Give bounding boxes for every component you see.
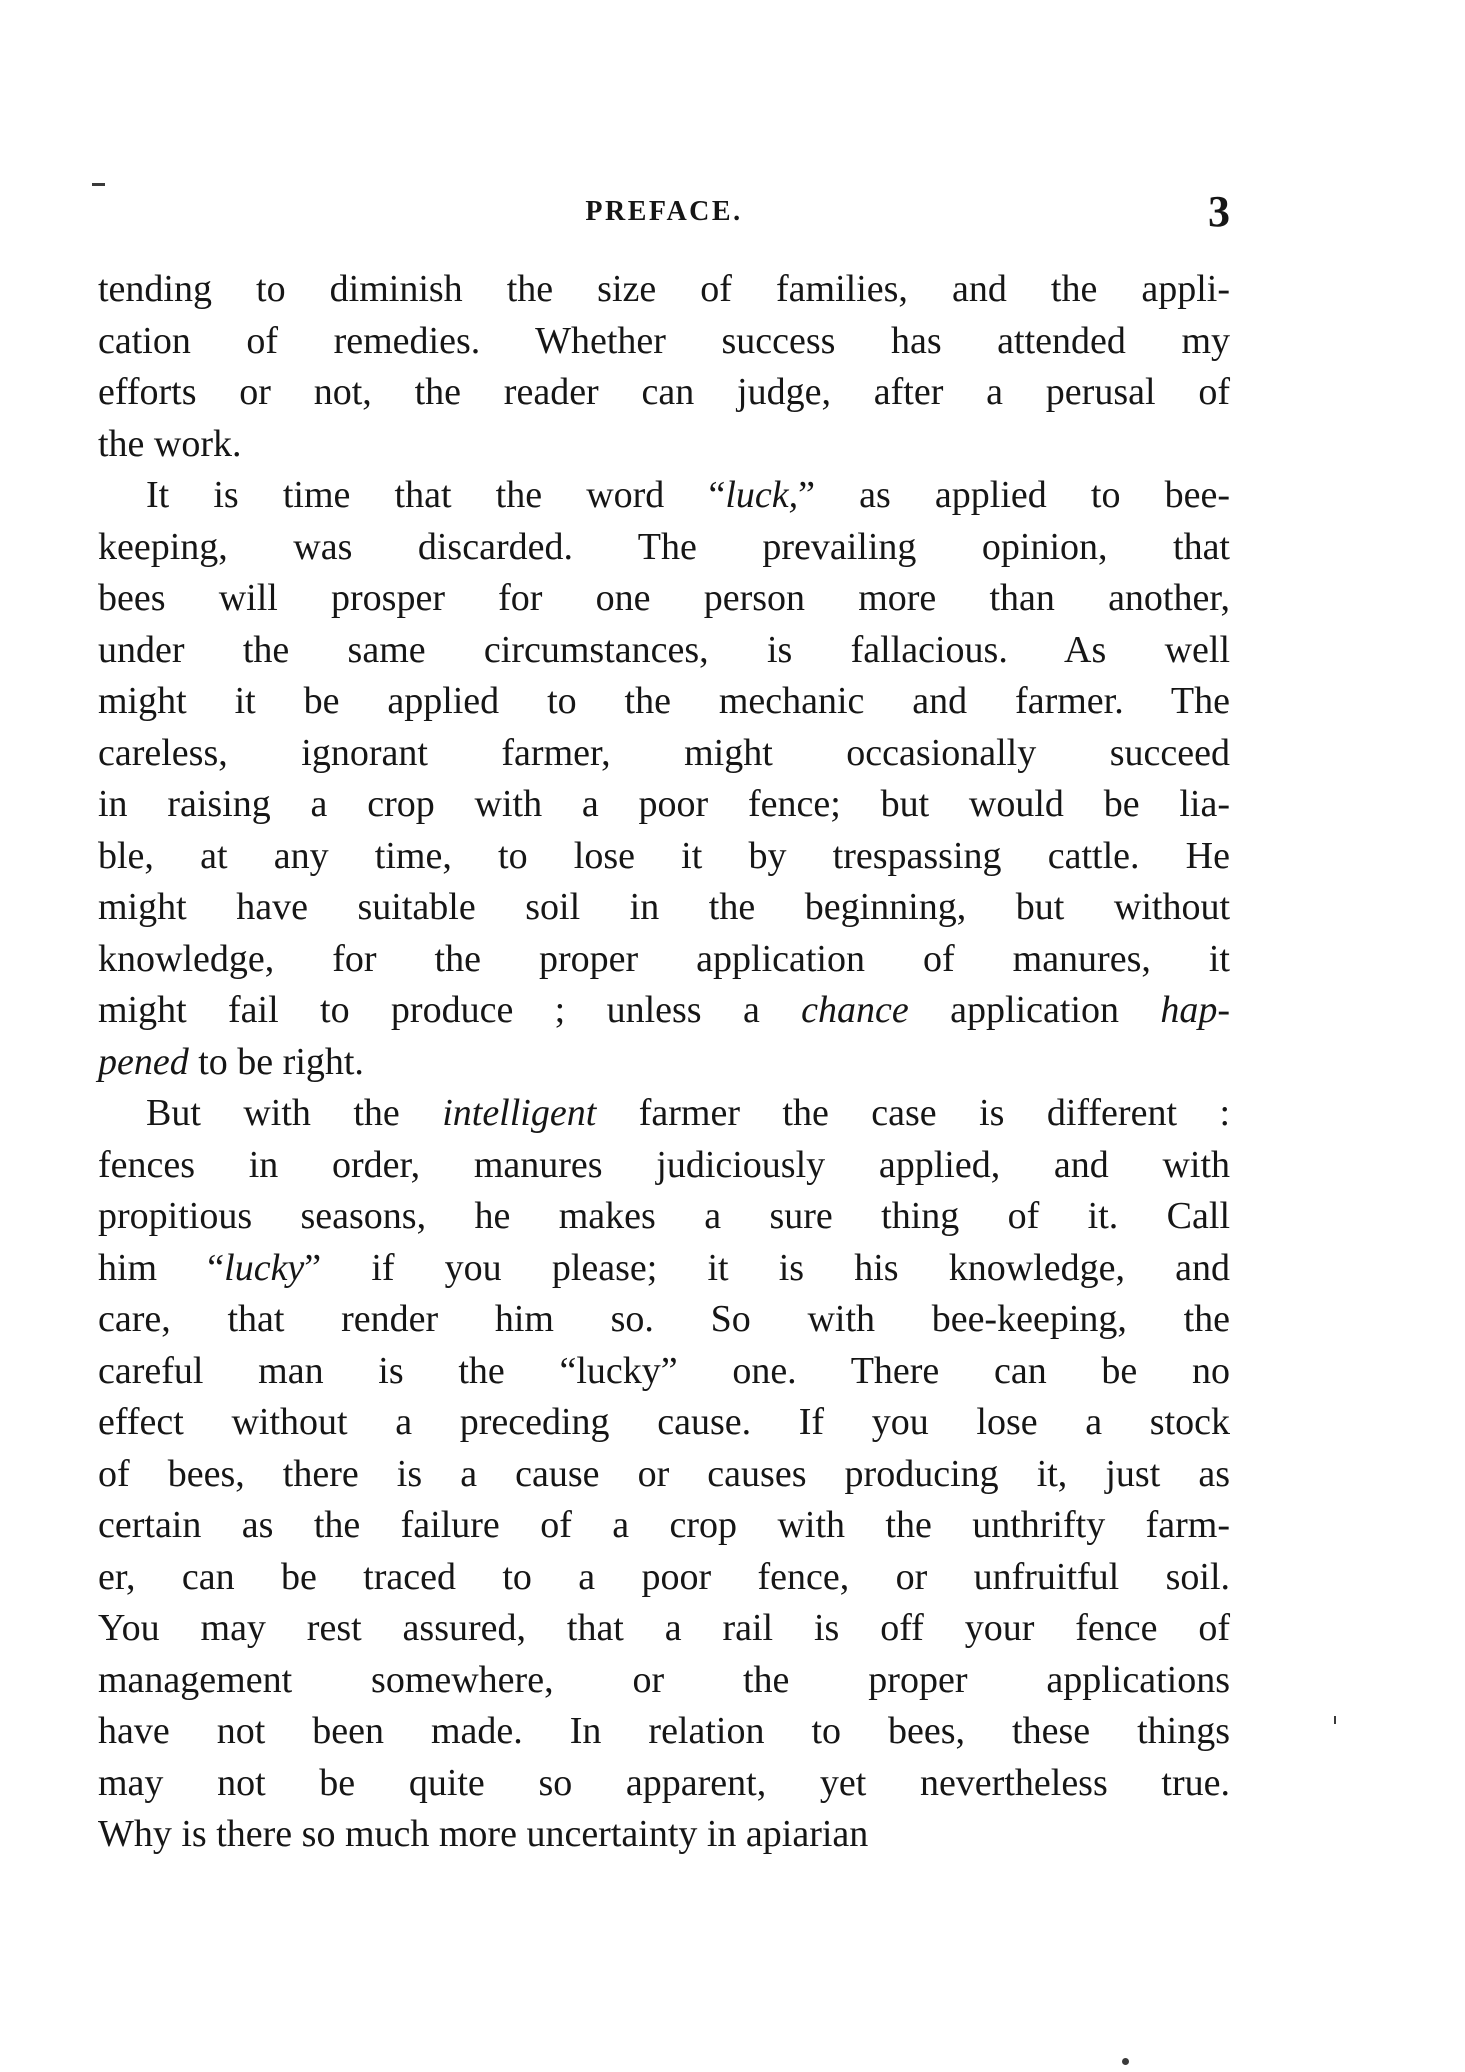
- text-line: [98, 831, 1230, 883]
- text-run: the work.: [98, 422, 242, 465]
- text-line: [98, 985, 1230, 1037]
- paragraph: [98, 470, 1230, 1088]
- text-line: [98, 1706, 1230, 1758]
- text-run: ” as applied to bee-: [798, 474, 1231, 516]
- italic-text: intelligent: [442, 1092, 597, 1134]
- text-line: [98, 1088, 1230, 1140]
- text-run: You may rest assured, that a rail is off your fence of: [98, 1607, 1230, 1649]
- text-line: [98, 779, 1230, 831]
- text-line: [98, 1191, 1230, 1243]
- text-run: ” if you please; it is his knowledge, and: [304, 1246, 1230, 1289]
- italic-text: chance: [801, 989, 909, 1031]
- text-run: care, that render him so. So with bee-keeping, the: [98, 1298, 1230, 1340]
- text-line: [98, 1037, 1230, 1089]
- paragraph: [98, 1088, 1230, 1861]
- text-line: [98, 522, 1230, 574]
- text-run: may not be quite so apparent, yet nevertheless true.: [98, 1761, 1230, 1804]
- text-run: in raising a crop with a poor fence; but would be lia-: [98, 783, 1230, 825]
- text-run: management somewhere, or the proper applications: [98, 1658, 1230, 1701]
- text-run: to be right.: [188, 1040, 364, 1083]
- text-line: [98, 882, 1230, 934]
- text-line: [98, 470, 1230, 522]
- text-line: [98, 264, 1230, 316]
- text-line: [98, 1294, 1230, 1346]
- italic-text: pened: [98, 1040, 189, 1083]
- text-run: cation of remedies. Whether success has attended my: [98, 319, 1230, 362]
- text-line: [98, 934, 1230, 986]
- text-run: er, can be traced to a poor fence, or unfruitful soil.: [98, 1555, 1230, 1598]
- text-line: [98, 1809, 1230, 1861]
- text-run: keeping, was discarded. The prevailing opinion, that: [98, 525, 1230, 568]
- text-run: application: [908, 989, 1161, 1031]
- text-run: might it be applied to the mechanic and farmer. The: [98, 680, 1230, 722]
- paragraph: [98, 264, 1230, 470]
- text-run: careless, ignorant farmer, might occasionally succeed: [98, 731, 1230, 774]
- text-line: [98, 1603, 1230, 1655]
- text-run: him “: [98, 1246, 225, 1289]
- running-head: [98, 186, 1230, 236]
- text-run: But with the: [146, 1092, 443, 1134]
- text-run: have not been made. In relation to bees, these things: [98, 1710, 1230, 1752]
- text-run: might have suitable soil in the beginning, but without: [98, 886, 1230, 928]
- text-line: [98, 676, 1230, 728]
- text-run: farmer the case is different :: [596, 1092, 1230, 1134]
- italic-text: lucky: [224, 1246, 305, 1289]
- text-line: [98, 1758, 1230, 1810]
- italic-text: luck,: [725, 474, 799, 516]
- text-line: [98, 367, 1230, 419]
- text-run: propitious seasons, he makes a sure thing of it. Call: [98, 1195, 1230, 1237]
- text-line: [98, 1397, 1230, 1449]
- text-line: [98, 1243, 1230, 1295]
- italic-text: hap-: [1160, 989, 1230, 1031]
- text-line: [98, 419, 1230, 471]
- text-run: under the same circumstances, is fallacious. As well: [98, 628, 1230, 671]
- text-line: [98, 1655, 1230, 1707]
- text-run: It is time that the word “: [146, 474, 726, 516]
- ink-speck: [1122, 2058, 1129, 2065]
- running-title: PREFACE.: [585, 196, 743, 227]
- text-run: ble, at any time, to lose it by trespassing cattle. He: [98, 834, 1230, 877]
- text-line: [98, 1449, 1230, 1501]
- text-run: tending to diminish the size of families, and the appli-: [98, 268, 1230, 310]
- text-run: of bees, there is a cause or causes producing it, just as: [98, 1452, 1230, 1495]
- text-line: [98, 1346, 1230, 1398]
- page-number: 3: [1208, 187, 1230, 236]
- text-line: [98, 573, 1230, 625]
- text-line: [98, 1500, 1230, 1552]
- text-run: effect without a preceding cause. If you lose a stock: [98, 1401, 1230, 1443]
- text-line: [98, 625, 1230, 677]
- text-run: fences in order, manures judiciously applied, and with: [98, 1143, 1230, 1186]
- text-run: might fail to produce ; unless a: [98, 989, 802, 1031]
- text-line: [98, 1552, 1230, 1604]
- text-line: [98, 728, 1230, 780]
- text-run: bees will prosper for one person more than another,: [98, 577, 1230, 619]
- ink-speck: [1334, 1716, 1336, 1724]
- text-run: certain as the failure of a crop with the unthrifty farm-: [98, 1504, 1230, 1546]
- text-line: [98, 316, 1230, 368]
- text-run: knowledge, for the proper application of manures, it: [98, 937, 1230, 980]
- text-run: efforts or not, the reader can judge, after a perusal of: [98, 371, 1230, 413]
- body-text: [98, 264, 1230, 1861]
- text-run: Why is there so much more uncertainty in apiarian: [98, 1813, 869, 1855]
- text-run: careful man is the “lucky” one. There can be no: [98, 1349, 1230, 1392]
- text-line: [98, 1140, 1230, 1192]
